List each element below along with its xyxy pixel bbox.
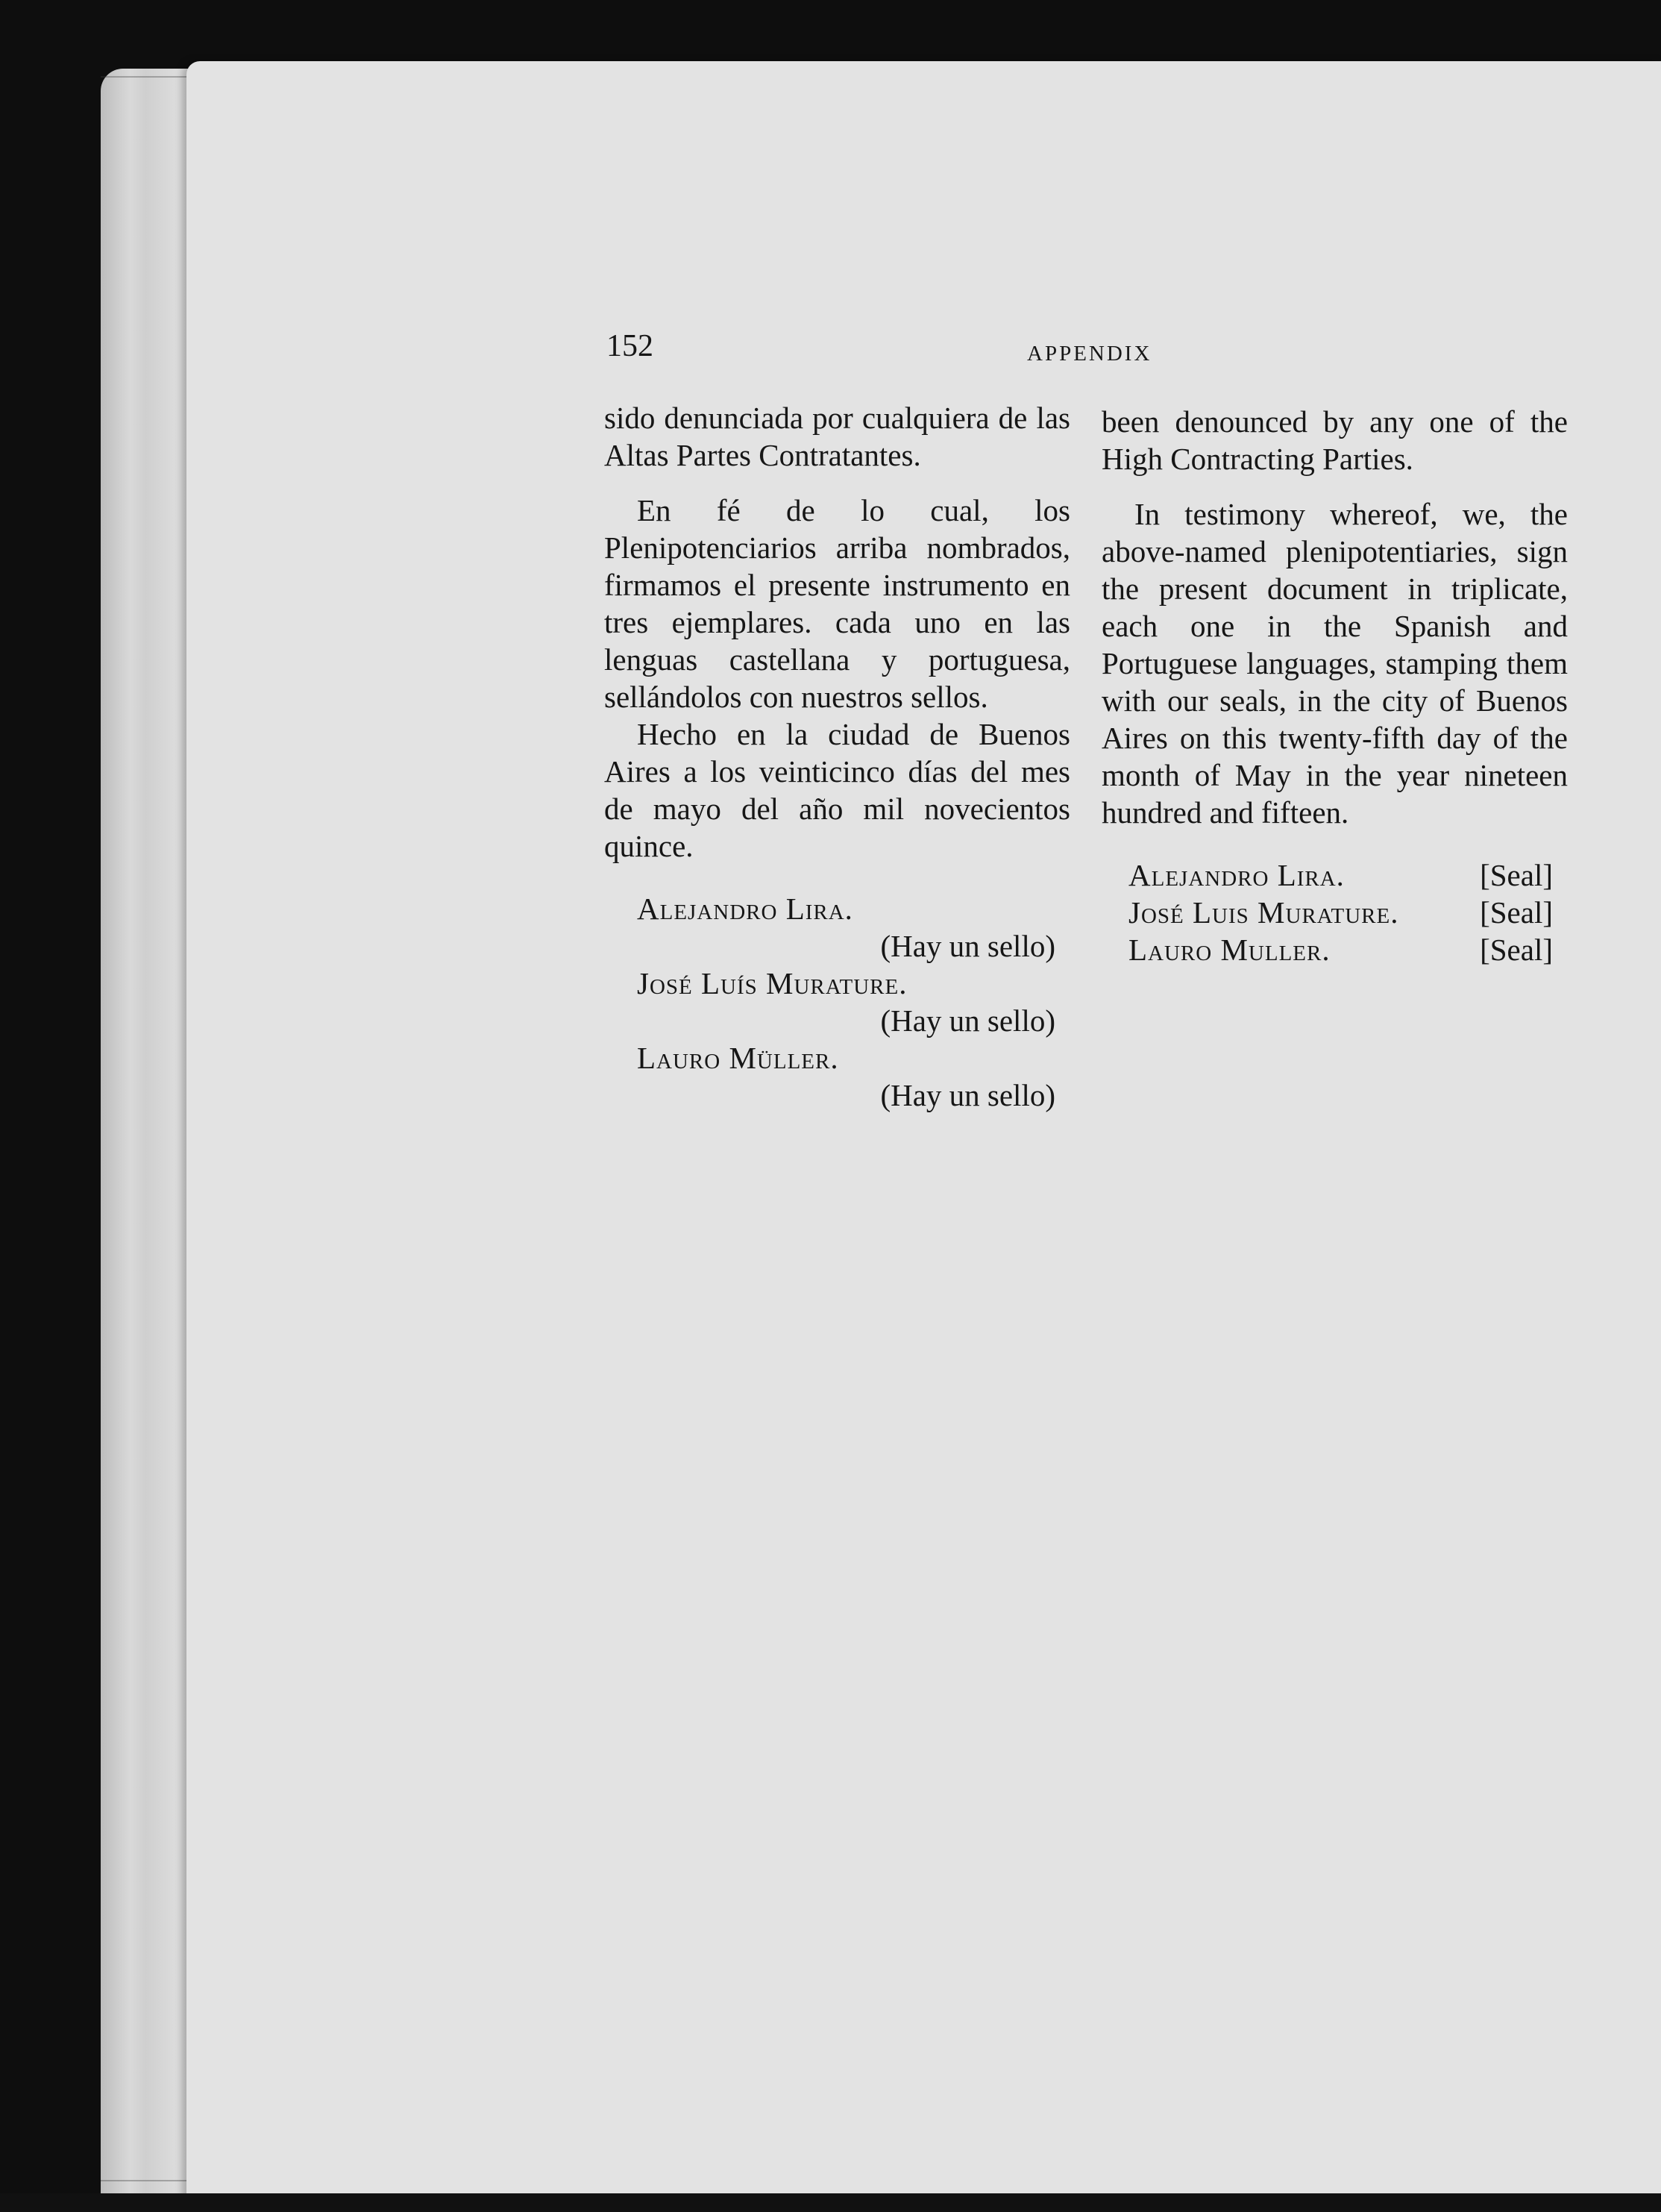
- spanish-column: [604, 399, 1070, 1114]
- running-title: APPENDIX: [1027, 342, 1152, 366]
- english-signatures: [1102, 856, 1568, 968]
- english-signature-name: Alejandro Lira.: [1128, 858, 1345, 892]
- english-signature-seal: [Seal]: [1480, 895, 1553, 930]
- spanish-signature-seal: (Hay un sello): [880, 1078, 1055, 1112]
- spanish-signature-seal: (Hay un sello): [880, 1003, 1055, 1038]
- english-paragraph-1: been denounced by any one of the High Contracting Parties.: [1102, 404, 1568, 476]
- spanish-paragraph-2: En fé de lo cual, los Plenipotenciarios arriba nombrados, firmamos el presente instrumento en tres ejemplares. cada uno en las lenguas castellana y portuguesa, sellándolos con nuestros sellos.: [604, 493, 1070, 714]
- english-paragraph-2: In testimony whereof, we, the above-named plenipotentiaries, sign the present document in triplicate, each one in the Spanish and Portuguese languages, stamping them with our seals, in the city of Buenos Aires on this twenty-fifth day of the month of May in the year nineteen hundred and fifteen.: [1102, 497, 1568, 830]
- spanish-signature-name: Alejandro Lira.: [637, 892, 853, 926]
- scan-bottom-border: [0, 2193, 1661, 2212]
- english-signature-seal: [Seal]: [1480, 858, 1553, 892]
- english-signature-row: [1102, 931, 1568, 968]
- english-signature-seal: [Seal]: [1480, 933, 1553, 967]
- spanish-signature-name: Lauro Müller.: [637, 1041, 839, 1075]
- book-page: [186, 61, 1661, 2210]
- spanish-signature-seal: (Hay un sello): [880, 929, 1055, 963]
- page-number: 152: [606, 329, 653, 363]
- spanish-paragraph-3: Hecho en la ciudad de Buenos Aires a los veinticinco días del mes de mayo del año mil novecientos quince.: [604, 717, 1070, 863]
- english-signature-name: Lauro Muller.: [1128, 933, 1331, 967]
- english-signature-name: José Luis Murature.: [1128, 895, 1399, 930]
- spanish-paragraph-1: sido denunciada por cualquiera de las Altas Partes Contratantes.: [604, 401, 1070, 472]
- english-column: [1102, 403, 1568, 968]
- english-signature-row: [1102, 856, 1568, 894]
- spanish-signatures: [604, 890, 1070, 1114]
- spanish-signature-name: José Luís Murature.: [637, 966, 908, 1000]
- english-signature-row: [1102, 894, 1568, 931]
